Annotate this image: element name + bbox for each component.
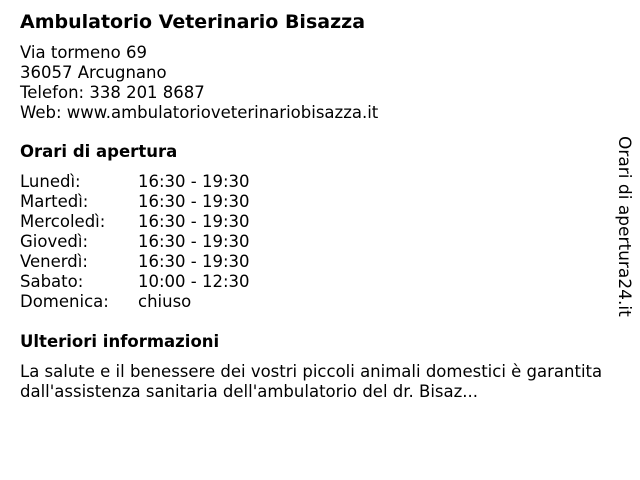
business-card [20,9,610,402]
hours-row-saturday [20,272,610,292]
time-range: 16:30 - 19:30 [138,192,250,211]
info-heading: Ulteriori informazioni [20,332,220,351]
day-label: Lunedì: [20,172,81,191]
time-range: 16:30 - 19:30 [138,172,250,191]
day-label: Mercoledì: [20,212,106,231]
hours-row-sunday [20,292,610,312]
time-range: 16:30 - 19:30 [138,232,250,251]
city-postal: 36057 Arcugnano [20,63,167,82]
hours-row-wednesday [20,212,610,232]
info-description: La salute e il benessere dei vostri piccoli animali domestici è garantita dall'assistenza sanitaria dell'ambulatorio del dr. Bisaz... [20,362,603,401]
opening-hours-table [20,172,610,312]
hours-row-thursday [20,232,610,252]
time-range: 16:30 - 19:30 [138,212,250,231]
day-label: Venerdì: [20,252,88,271]
street-address: Via tormeno 69 [20,43,147,62]
day-label: Martedì: [20,192,89,211]
business-name: Ambulatorio Veterinario Bisazza [20,11,366,33]
hours-row-tuesday [20,192,610,212]
hours-row-friday [20,252,610,272]
day-label: Domenica: [20,292,109,311]
day-label: Giovedì: [20,232,88,251]
phone-number[interactable]: Telefon: 338 201 8687 [20,83,205,102]
hours-heading: Orari di apertura [20,142,178,161]
time-range: 10:00 - 12:30 [138,272,250,291]
watermark-text: Orari di apertura24.it [614,136,634,317]
website-link[interactable]: Web: www.ambulatorioveterinariobisazza.it [20,103,379,122]
time-range: 16:30 - 19:30 [138,252,250,271]
day-label: Sabato: [20,272,84,291]
hours-row-monday [20,172,610,192]
contact-block [20,43,610,123]
time-range: chiuso [138,292,192,311]
